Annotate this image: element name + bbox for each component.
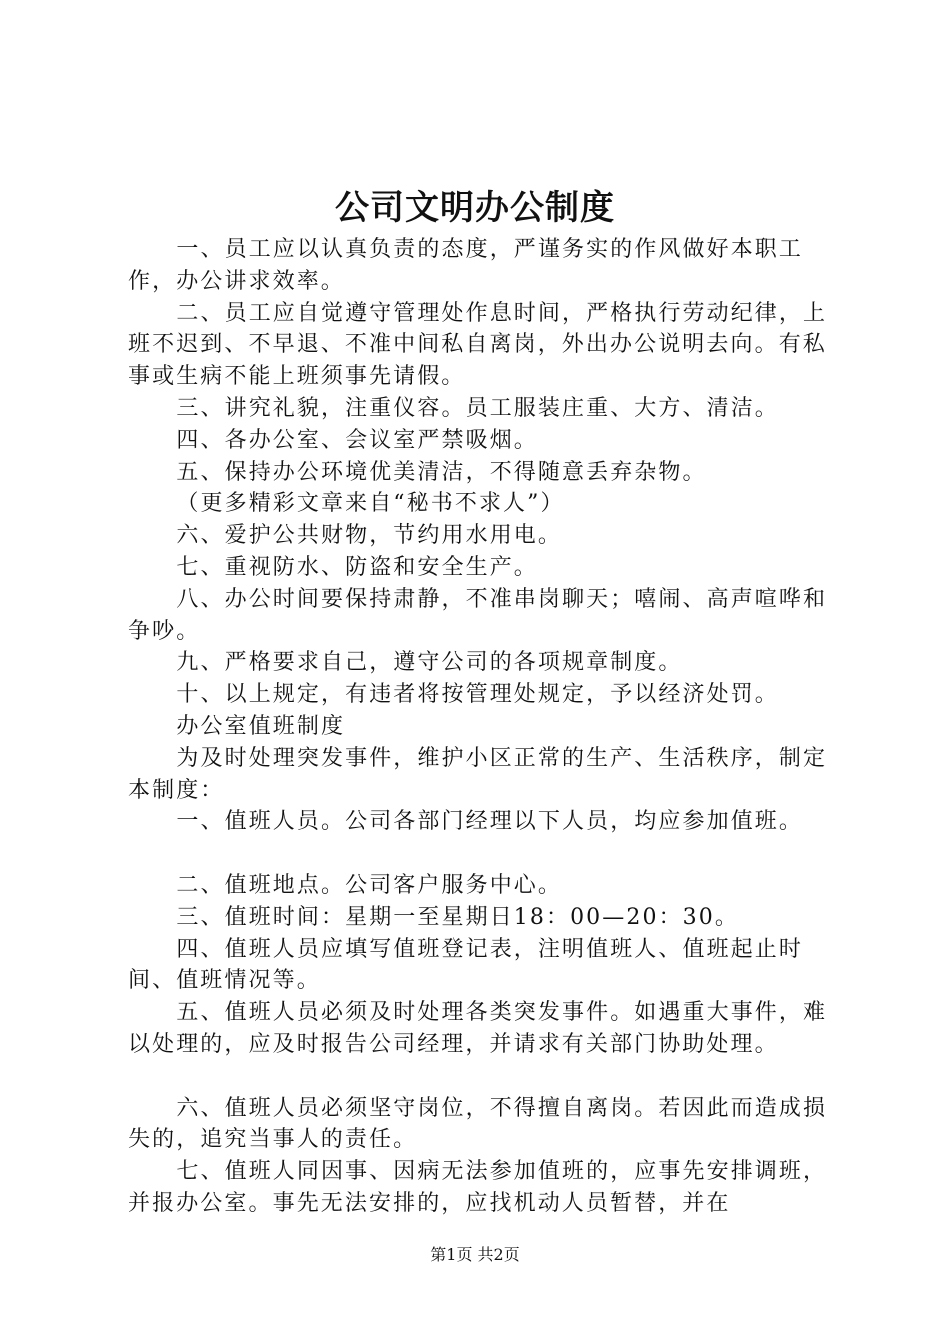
paragraph: 四、值班人员应填写值班登记表，注明值班人、值班起止时间、值班情况等。 [128,936,803,994]
paragraph: 为及时处理突发事件，维护小区正常的生产、生活秩序，制定本制度： [128,745,828,803]
page-footer: 第1页 共2页 [430,1245,520,1264]
paragraph: 六、爱护公共财物，节约用水用电。 [176,523,562,549]
paragraph: 四、各办公室、会议室严禁吸烟。 [176,427,538,453]
paragraph: 三、讲究礼貌，注重仪容。员工服装庄重、大方、清洁。 [176,395,779,421]
paragraph: 七、值班人同因事、因病无法参加值班的，应事先安排调班，并报办公室。事先无法安排的，应找机动人员暂替，并在 [128,1159,828,1216]
section-heading: 办公室值班制度 [176,713,346,739]
paragraph: 九、严格要求自己，遵守公司的各项规章制度。 [176,650,683,676]
paragraph: 五、值班人员必须及时处理各类突发事件。如遇重大事件，难以处理的，应及时报告公司经理，并请求有关部门协助处理。 [128,1000,828,1057]
paragraph: 二、员工应自觉遵守管理处作息时间，严格执行劳动纪律，上班不迟到、不早退、不准中间私自离岗，外出办公说明去向。有私事或生病不能上班须事先请假。 [128,300,828,390]
paragraph: 八、办公时间要保持肃静，不准串岗聊天；嘻闹、高声喧哗和争吵。 [128,586,828,644]
paragraph: 一、员工应以认真负责的态度，严谨务实的作风做好本职工作，办公讲求效率。 [128,237,803,294]
document-body [128,234,848,1220]
paragraph: 五、保持办公环境优美清洁，不得随意丢弃杂物。 [176,459,707,485]
paragraph: 一、值班人员。公司各部门经理以下人员，均应参加值班。 [176,809,803,835]
document-title: 公司文明办公制度 [335,188,615,228]
paragraph: 六、值班人员必须坚守岗位，不得擅自离岗。若因此而造成损失的，追究当事人的责任。 [128,1095,828,1153]
paragraph: 七、重视防水、防盗和安全生产。 [176,554,538,580]
paragraph: 十、以上规定，有违者将按管理处规定，予以经济处罚。 [176,682,779,708]
paragraph: 二、值班地点。公司客户服务中心。 [176,872,562,898]
paragraph: （更多精彩文章来自“秘书不求人”） [176,491,565,517]
paragraph: 三、值班时间：星期一至星期日18：00—20：30。 [176,904,739,930]
